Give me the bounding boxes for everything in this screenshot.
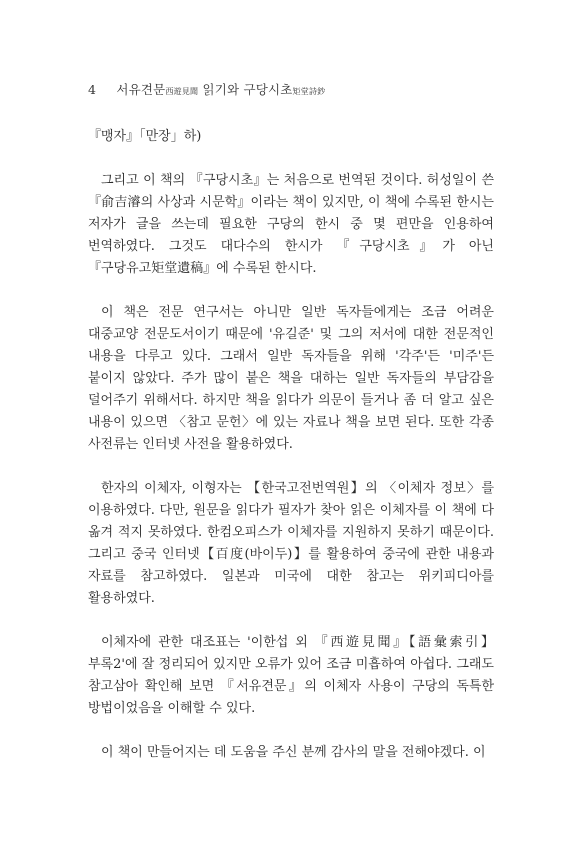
paragraph-acknowledgements: 이 책이 만들어지는 데 도움을 주신 분께 감사의 말을 전해야겠다. 이: [101, 745, 486, 760]
body-text: [88, 126, 494, 786]
header-title-hanja2: 矩堂詩鈔: [292, 87, 326, 96]
paragraph-citation: 『맹자』「만장」하): [88, 129, 202, 144]
running-header: [88, 80, 508, 98]
paragraph-audience-note: 이 책은 전문 연구서는 아니만 일반 독자들에게는 조금 어려운 대중교양 전문도서이기 때문에 '유길준' 및 그의 저서에 대한 전문적인 내용을 다루고 있다. 그래서 일반 독자들을 위해 '각주'든 '미주'든 붙이지 않았다. 주가 많이 붙은 책을 대하는 일반 독자들의 부담감을 덜어주기 위해서다. 하지만 책을 읽다가 의문이 들거나 좀 더 알고 싶은 내용이 있으면 〈참고 문헌〉에 있는 자료나 책을 보면 된다. 또한 각종 사전류는 인터넷 사전을 활용하였다.: [88, 305, 494, 452]
header-title-main: 서유견문: [116, 82, 166, 97]
page-number: 4: [88, 82, 97, 97]
paragraph-variant-characters: 한자의 이체자, 이형자는 【한국고전번역원】의 〈이체자 정보〉를 이용하였다. 다만, 원문을 읽다가 필자가 찾아 읽은 이체자를 이 책에 다 옮겨 적지 못하였다. 한컴오피스가 이체자를 지원하지 못하기 때문이다. 그리고 중국 인터넷【百度(바이두)】를 활용하여 중국에 관한 내용과 자료를 참고하였다. 일본과 미국에 대한 참고는 위키피디아를 활용하였다.: [88, 481, 494, 606]
paragraph-translation-note: 그리고 이 책의 『구당시초』는 처음으로 번역된 것이다. 허성일이 쓴 『俞吉濬의 사상과 시문학』이라는 책이 있지만, 이 책에 수록된 한시는 저자가 글을 쓰는데 필요한 구당의 한시 중 몇 편만을 인용하여 번역하였다. 그것도 대다수의 한시가 『구당시초』가 아닌 『구당유고矩堂遺稿』에 수록된 한시다.: [88, 173, 494, 276]
header-title-hanja: 西遊見聞: [165, 87, 199, 96]
paragraph-comparison-table: 이체자에 관한 대조표는 '이한섭 외 『西遊見聞』【語彙索引】 부록2'에 잘 정리되어 있지만 오류가 있어 조금 미흡하여 아쉽다. 그래도 참고삼아 확인해 보면 『서유견문』의 이체자 사용이 구당의 독특한 방법이었음을 이해할 수 있다.: [88, 635, 494, 716]
header-title-middle: 읽기와 구당시초: [198, 82, 293, 97]
